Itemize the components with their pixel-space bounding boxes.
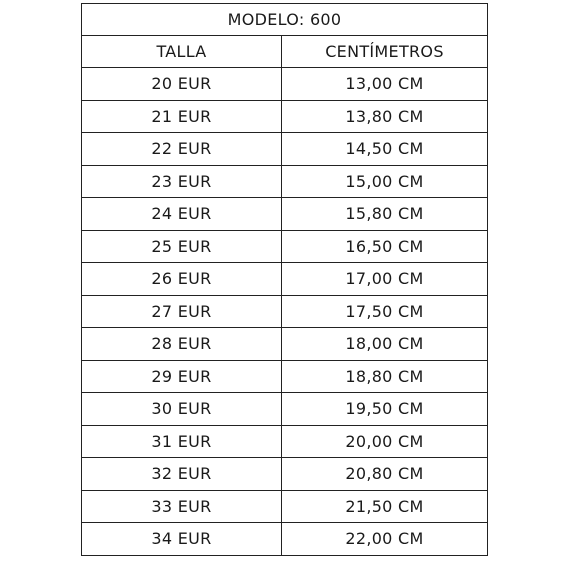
- model-title: MODELO: 600: [82, 4, 488, 36]
- table-row: [82, 328, 488, 361]
- size-cell: 26 EUR: [82, 263, 282, 296]
- size-cell: 32 EUR: [82, 458, 282, 491]
- centimeters-cell: 22,00 CM: [282, 523, 488, 556]
- table-row: [82, 230, 488, 263]
- table-row: [82, 490, 488, 523]
- centimeters-cell: 21,50 CM: [282, 490, 488, 523]
- table-row: [82, 295, 488, 328]
- centimeters-cell: 18,80 CM: [282, 360, 488, 393]
- size-cell: 23 EUR: [82, 165, 282, 198]
- size-cell: 20 EUR: [82, 68, 282, 101]
- size-cell: 22 EUR: [82, 133, 282, 166]
- table-row: [82, 133, 488, 166]
- table-body: [82, 68, 488, 556]
- centimeters-cell: 14,50 CM: [282, 133, 488, 166]
- table-row: [82, 458, 488, 491]
- centimeters-cell: 20,80 CM: [282, 458, 488, 491]
- centimeters-cell: 18,00 CM: [282, 328, 488, 361]
- title-row: [82, 4, 488, 36]
- centimeters-cell: 19,50 CM: [282, 393, 488, 426]
- table-row: [82, 68, 488, 101]
- centimeters-cell: 16,50 CM: [282, 230, 488, 263]
- table-row: [82, 263, 488, 296]
- size-cell: 28 EUR: [82, 328, 282, 361]
- size-cell: 27 EUR: [82, 295, 282, 328]
- table-row: [82, 165, 488, 198]
- centimeters-cell: 15,80 CM: [282, 198, 488, 231]
- centimeters-cell: 17,50 CM: [282, 295, 488, 328]
- table-row: [82, 100, 488, 133]
- size-cell: 33 EUR: [82, 490, 282, 523]
- table-row: [82, 198, 488, 231]
- table-row: [82, 523, 488, 556]
- header-row: [82, 36, 488, 68]
- size-cell: 30 EUR: [82, 393, 282, 426]
- size-chart-table: [81, 3, 488, 556]
- centimeters-column-header: CENTÍMETROS: [282, 36, 488, 68]
- size-cell: 31 EUR: [82, 425, 282, 458]
- size-column-header: TALLA: [82, 36, 282, 68]
- centimeters-cell: 15,00 CM: [282, 165, 488, 198]
- size-cell: 25 EUR: [82, 230, 282, 263]
- size-cell: 29 EUR: [82, 360, 282, 393]
- size-cell: 21 EUR: [82, 100, 282, 133]
- centimeters-cell: 13,80 CM: [282, 100, 488, 133]
- centimeters-cell: 13,00 CM: [282, 68, 488, 101]
- table-row: [82, 425, 488, 458]
- table-row: [82, 360, 488, 393]
- size-cell: 24 EUR: [82, 198, 282, 231]
- table-row: [82, 393, 488, 426]
- centimeters-cell: 17,00 CM: [282, 263, 488, 296]
- size-cell: 34 EUR: [82, 523, 282, 556]
- centimeters-cell: 20,00 CM: [282, 425, 488, 458]
